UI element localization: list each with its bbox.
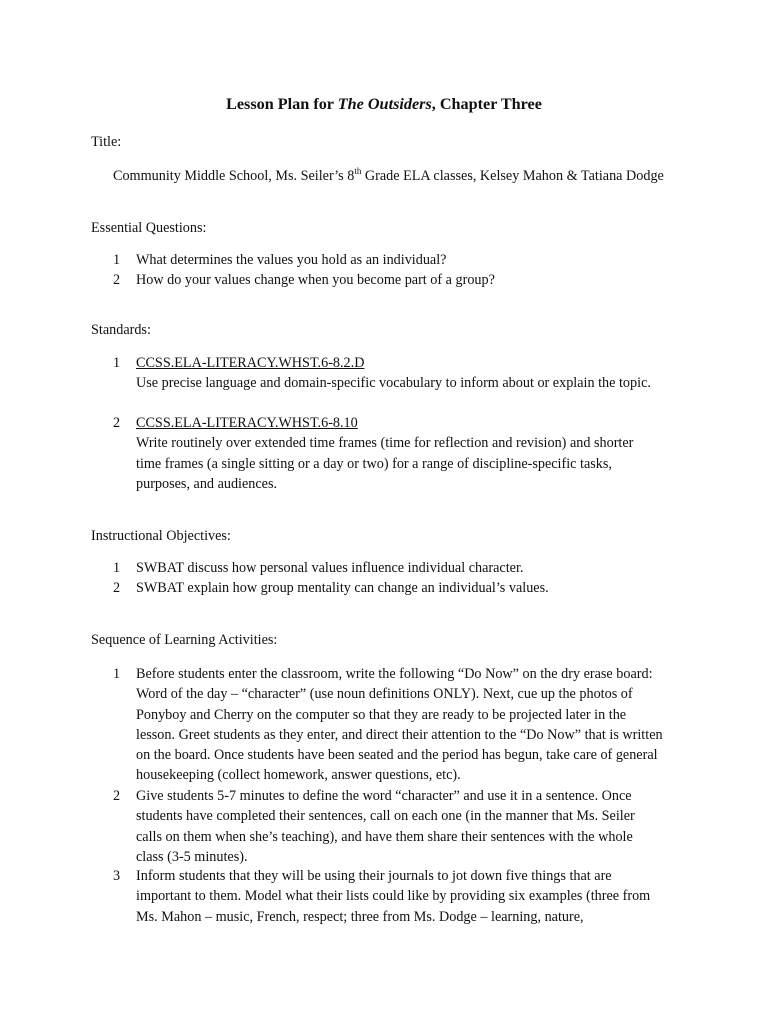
standard-code[interactable]: CCSS.ELA-LITERACY.WHST.6-8.10 — [136, 415, 358, 431]
essential-questions-heading: Essential Questions: — [91, 220, 207, 236]
standard-description: Write routinely over extended time frames (time for reflection and revision) and shorter time frames (a single sitting or a day or two) for a range of discipline-specific tasks, purposes, and audiences. — [136, 435, 634, 492]
title-text-part1: Community Middle School, Ms. Seiler’s 8 — [113, 168, 355, 184]
title-text-sup: th — [354, 166, 362, 176]
standard-item — [113, 413, 658, 494]
objective-item — [113, 558, 673, 578]
list-number: 2 — [113, 415, 121, 431]
essential-question-text: How do your values change when you become part of a group? — [136, 272, 495, 288]
list-number: 1 — [113, 252, 121, 268]
essential-question-text: What determines the values you hold as an individual? — [136, 252, 447, 268]
list-number: 2 — [113, 580, 121, 596]
list-number: 3 — [113, 868, 121, 884]
activities-heading: Sequence of Learning Activities: — [91, 632, 278, 648]
title-text — [113, 166, 664, 186]
document-title — [0, 93, 768, 115]
activity-text: Give students 5-7 minutes to define the word “character” and use it in a sentence. Once students have completed their sentences, call on each one (in the manner that Ms. Seiler calls on them when she’s teaching), and have them share their sentences with the whole class (3-5 minutes). — [136, 788, 635, 865]
standard-description: Use precise language and domain-specific vocabulary to inform about or explain the topic. — [136, 375, 651, 392]
standards-heading: Standards: — [91, 322, 151, 338]
standard-item — [113, 353, 658, 394]
activity-item — [113, 866, 663, 927]
list-number: 2 — [113, 788, 121, 804]
activity-text: Before students enter the classroom, write the following “Do Now” on the dry erase board: Word of the day – “character” (use noun definitions ONLY). Next, cue up the photos of Ponyboy and Cherry on the computer so that they are ready to be projected later in the lesson. Greet students as they enter, and direct their attention to the “Do Now” that is written on the board. Once students have been seated and the period has begun, take care of general housekeeping (collect homework, answer questions, etc). — [136, 666, 663, 784]
standard-code[interactable]: CCSS.ELA-LITERACY.WHST.6-8.2.D — [136, 355, 365, 371]
standard-code-link[interactable] — [136, 413, 658, 433]
list-number: 1 — [113, 666, 121, 682]
activity-text: Inform students that they will be using their journals to jot down five things that are important to them. Model what their lists could like by providing six examples (three from Ms. Mahon – music, French, respect; three from Ms. Dodge – learning, nature, — [136, 868, 651, 925]
title-suffix: , Chapter Three — [431, 95, 542, 113]
activity-item — [113, 664, 663, 786]
title-heading: Title: — [91, 134, 122, 150]
list-number: 2 — [113, 272, 121, 288]
essential-question-item — [113, 250, 673, 270]
list-number: 1 — [113, 560, 121, 576]
activity-item — [113, 786, 663, 867]
title-prefix: Lesson Plan for — [226, 95, 338, 113]
objective-text: SWBAT explain how group mentality can change an individual’s values. — [136, 580, 549, 596]
title-text-part2: Grade ELA classes, Kelsey Mahon & Tatiana Dodge — [361, 168, 664, 184]
objective-text: SWBAT discuss how personal values influence individual character. — [136, 560, 524, 576]
list-number: 1 — [113, 355, 121, 371]
objectives-heading: Instructional Objectives: — [91, 528, 231, 544]
essential-question-item — [113, 270, 673, 290]
objective-item — [113, 578, 673, 598]
standard-code-link[interactable] — [136, 353, 658, 373]
title-book-name: The Outsiders — [337, 95, 432, 113]
